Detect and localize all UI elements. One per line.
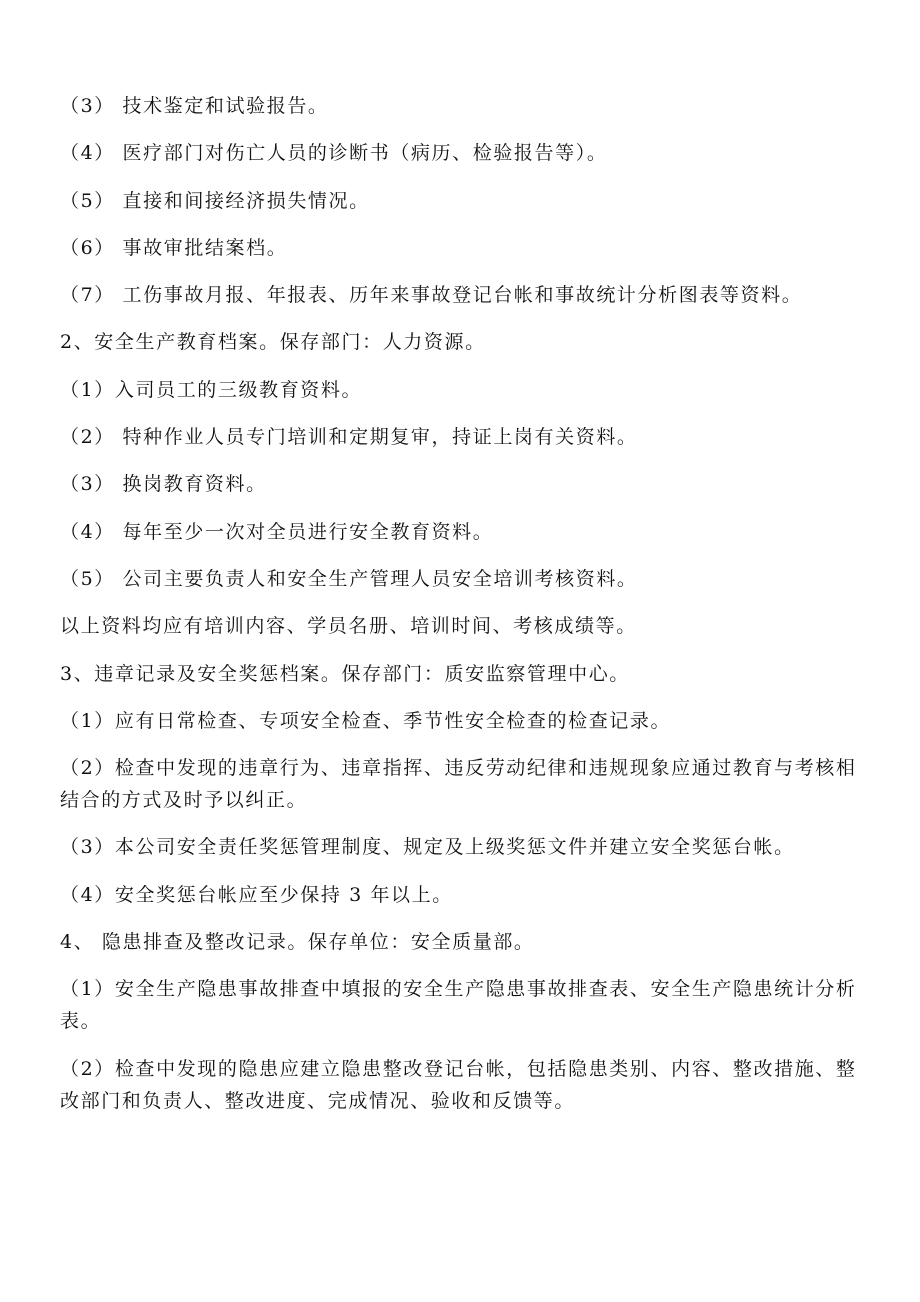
list-item: （4） 每年至少一次对全员进行安全教育资料。 [60,520,494,543]
list-item: （4） 医疗部门对伤亡人员的诊断书（病历、检验报告等）。 [60,142,608,165]
paragraph: 以上资料均应有培训内容、学员名册、培训时间、考核成绩等。 [60,615,637,638]
list-item: （5） 直接和间接经济损失情况。 [60,189,370,212]
list-item: （4）安全奖惩台帐应至少保持 3 年以上。 [60,883,453,906]
list-item: （3）本公司安全责任奖惩管理制度、规定及上级奖惩文件并建立安全奖惩台帐。 [60,836,795,859]
list-item: （3） 技术鉴定和试验报告。 [60,95,329,117]
list-item: （5） 公司主要负责人和安全生产管理人员安全培训考核资料。 [60,567,638,590]
document-body [60,90,866,1132]
list-item: （6） 事故审批结案档。 [60,236,288,259]
list-item: （7） 工伤事故月报、年报表、历年来事故登记台帐和事故统计分析图表等资料。 [60,284,803,307]
list-item: （1）安全生产隐患事故排查中填报的安全生产隐患事故排查表、安全生产隐患统计分析表。 [60,978,857,1033]
list-item: （2）检查中发现的违章行为、违章指挥、违反劳动纪律和违规现象应通过教育与考核相结合的方式及时予以纠正。 [60,757,857,812]
list-item: （2）检查中发现的隐患应建立隐患整改登记台帐，包括隐患类别、内容、整改措施、整改部门和负责人、整改进度、完成情况、验收和反馈等。 [60,1057,857,1112]
list-item: （1）应有日常检查、专项安全检查、季节性安全检查的检查记录。 [60,709,672,732]
section-heading: 3、违章记录及安全奖惩档案。保存部门：质安监察管理中心。 [60,662,630,685]
list-item: （3） 换岗教育资料。 [60,473,267,496]
section-heading: 4、 隐患排查及整改记录。保存单位：安全质量部。 [60,931,535,954]
list-item: （2） 特种作业人员专门培训和定期复审，持证上岗有关资料。 [60,426,638,449]
section-heading: 2、安全生产教育档案。保存部门：人力资源。 [60,331,486,354]
list-item: （1）入司员工的三级教育资料。 [60,378,363,401]
